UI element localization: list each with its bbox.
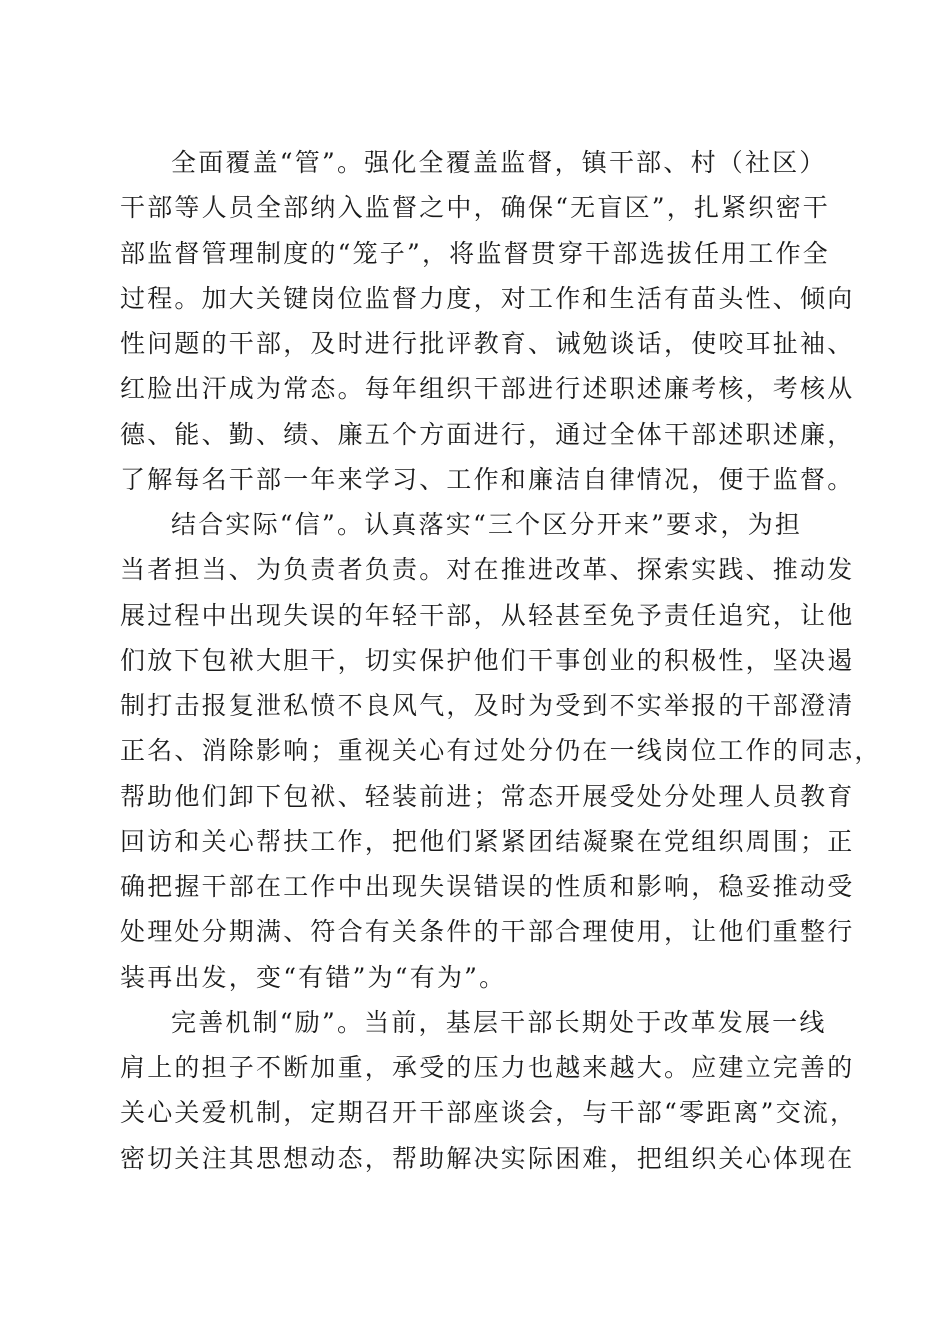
text-line: 全面覆盖“管”。强化全覆盖监督，镇干部、村（社区） bbox=[171, 148, 827, 177]
text-line: 关心关爱机制，定期召开干部座谈会，与干部“零距离”交流， bbox=[120, 1098, 858, 1128]
text-line: 德、能、勤、绩、廉五个方面进行，通过全体干部述职述廉， bbox=[120, 419, 855, 449]
text-line: 结合实际“信”。认真落实“三个区分开来”要求，为担 bbox=[171, 510, 803, 539]
text-line: 装再出发，变“有错”为“有为”。 bbox=[120, 962, 507, 992]
paragraph bbox=[120, 1000, 858, 1181]
text-line: 完善机制“励”。当前，基层干部长期处于改革发展一线 bbox=[171, 1007, 827, 1037]
text-line: 肩上的担子不断加重，承受的压力也越来越大。应建立完善的 bbox=[120, 1053, 855, 1082]
text-line: 干部等人员全部纳入监督之中，确保“无盲区”，扎紧织密干 bbox=[120, 193, 830, 223]
text-line: 过程。加大关键岗位监督力度，对工作和生活有苗头性、倾向 bbox=[120, 283, 855, 313]
text-line: 回访和关心帮扶工作，把他们紧紧团结凝聚在党组织周围；正 bbox=[120, 826, 855, 856]
body-text bbox=[120, 140, 882, 1181]
text-line: 正名、消除影响；重视关心有过处分仍在一线岗位工作的同志， bbox=[120, 736, 882, 766]
paragraph bbox=[120, 140, 855, 502]
text-line: 密切关注其思想动态，帮助解决实际困难，把组织关心体现在 bbox=[120, 1143, 855, 1173]
text-line: 展过程中出现失误的年轻干部，从轻甚至免予责任追究，让他 bbox=[120, 600, 855, 630]
text-line: 帮助他们卸下包袱、轻装前进；常态开展受处分处理人员教育 bbox=[120, 781, 855, 811]
text-line: 了解每名干部一年来学习、工作和廉洁自律情况，便于监督。 bbox=[120, 464, 855, 494]
text-line: 红脸出汗成为常态。每年组织干部进行述职述廉考核，考核从 bbox=[120, 374, 855, 404]
text-line: 确把握干部在工作中出现失误错误的性质和影响，稳妥推动受 bbox=[120, 872, 855, 901]
paragraph bbox=[120, 502, 882, 1000]
text-line: 当者担当、为负责者负责。对在推进改革、探索实践、推动发 bbox=[120, 555, 855, 585]
text-line: 们放下包袱大胆干，切实保护他们干事创业的积极性，坚决遏 bbox=[120, 645, 855, 675]
text-line: 处理处分期满、符合有关条件的干部合理使用，让他们重整行 bbox=[120, 917, 855, 947]
text-line: 部监督管理制度的“笼子”，将监督贯穿干部选拔任用工作全 bbox=[120, 238, 830, 268]
text-line: 制打击报复泄私愤不良风气，及时为受到不实举报的干部澄清 bbox=[120, 691, 855, 720]
text-line: 性问题的干部，及时进行批评教育、诫勉谈话，使咬耳扯袖、 bbox=[120, 329, 855, 358]
